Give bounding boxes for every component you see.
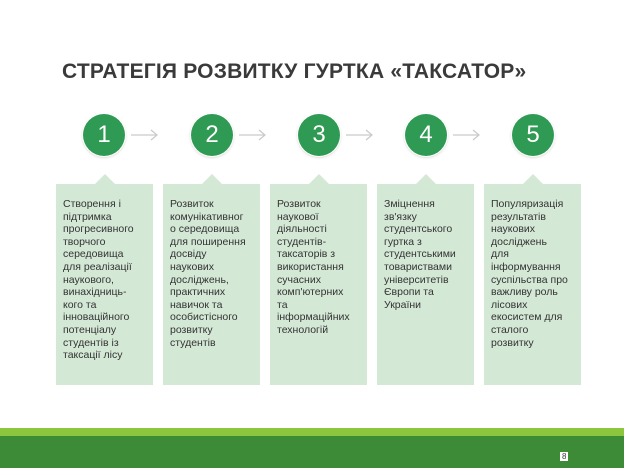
step-4-text: Зміцнення зв'язку студентського гуртка з студентськими товариствами університетів Європи та України xyxy=(384,198,456,311)
step-5-card xyxy=(484,184,581,385)
chevron-right-icon xyxy=(452,128,482,142)
footer-bar-light xyxy=(0,428,624,436)
step-4-circle: 4 xyxy=(405,114,447,156)
page-number: 8 xyxy=(562,452,567,461)
step-5-text: Популяризація результатів наукових досліджень для інформування суспільства про важливу роль лісових екосистем для сталого розвитку xyxy=(491,198,568,349)
step-1-text: Створення і підтримка прогресивного творчого середовища для реалізації наукового, винахідниць- кого та інноваційного потенціалу студентів із таксації лісу xyxy=(63,198,134,362)
chevron-right-icon xyxy=(130,128,160,142)
step-5-circle: 5 xyxy=(512,114,554,156)
step-3-circle: 3 xyxy=(298,114,340,156)
step-2-text: Розвиток комунікативног о середовища для поширення досвіду наукових досліджень, практичних навичок та особистісного розвитку студентів xyxy=(170,198,246,349)
step-1-circle: 1 xyxy=(83,114,125,156)
step-3-text: Розвиток наукової діяльності студентів- таксаторів з використання сучасних комп'ютерних та інформаційних технологій xyxy=(277,198,350,336)
footer-bar-dark xyxy=(0,436,624,468)
step-2-card xyxy=(163,184,260,385)
chevron-right-icon xyxy=(238,128,268,142)
step-3-card xyxy=(270,184,367,385)
step-4-card xyxy=(377,184,474,385)
step-1-card xyxy=(56,184,153,385)
chevron-right-icon xyxy=(345,128,375,142)
step-2-circle: 2 xyxy=(191,114,233,156)
slide-title: СТРАТЕГІЯ РОЗВИТКУ ГУРТКА «ТАКСАТОР» xyxy=(62,60,527,83)
